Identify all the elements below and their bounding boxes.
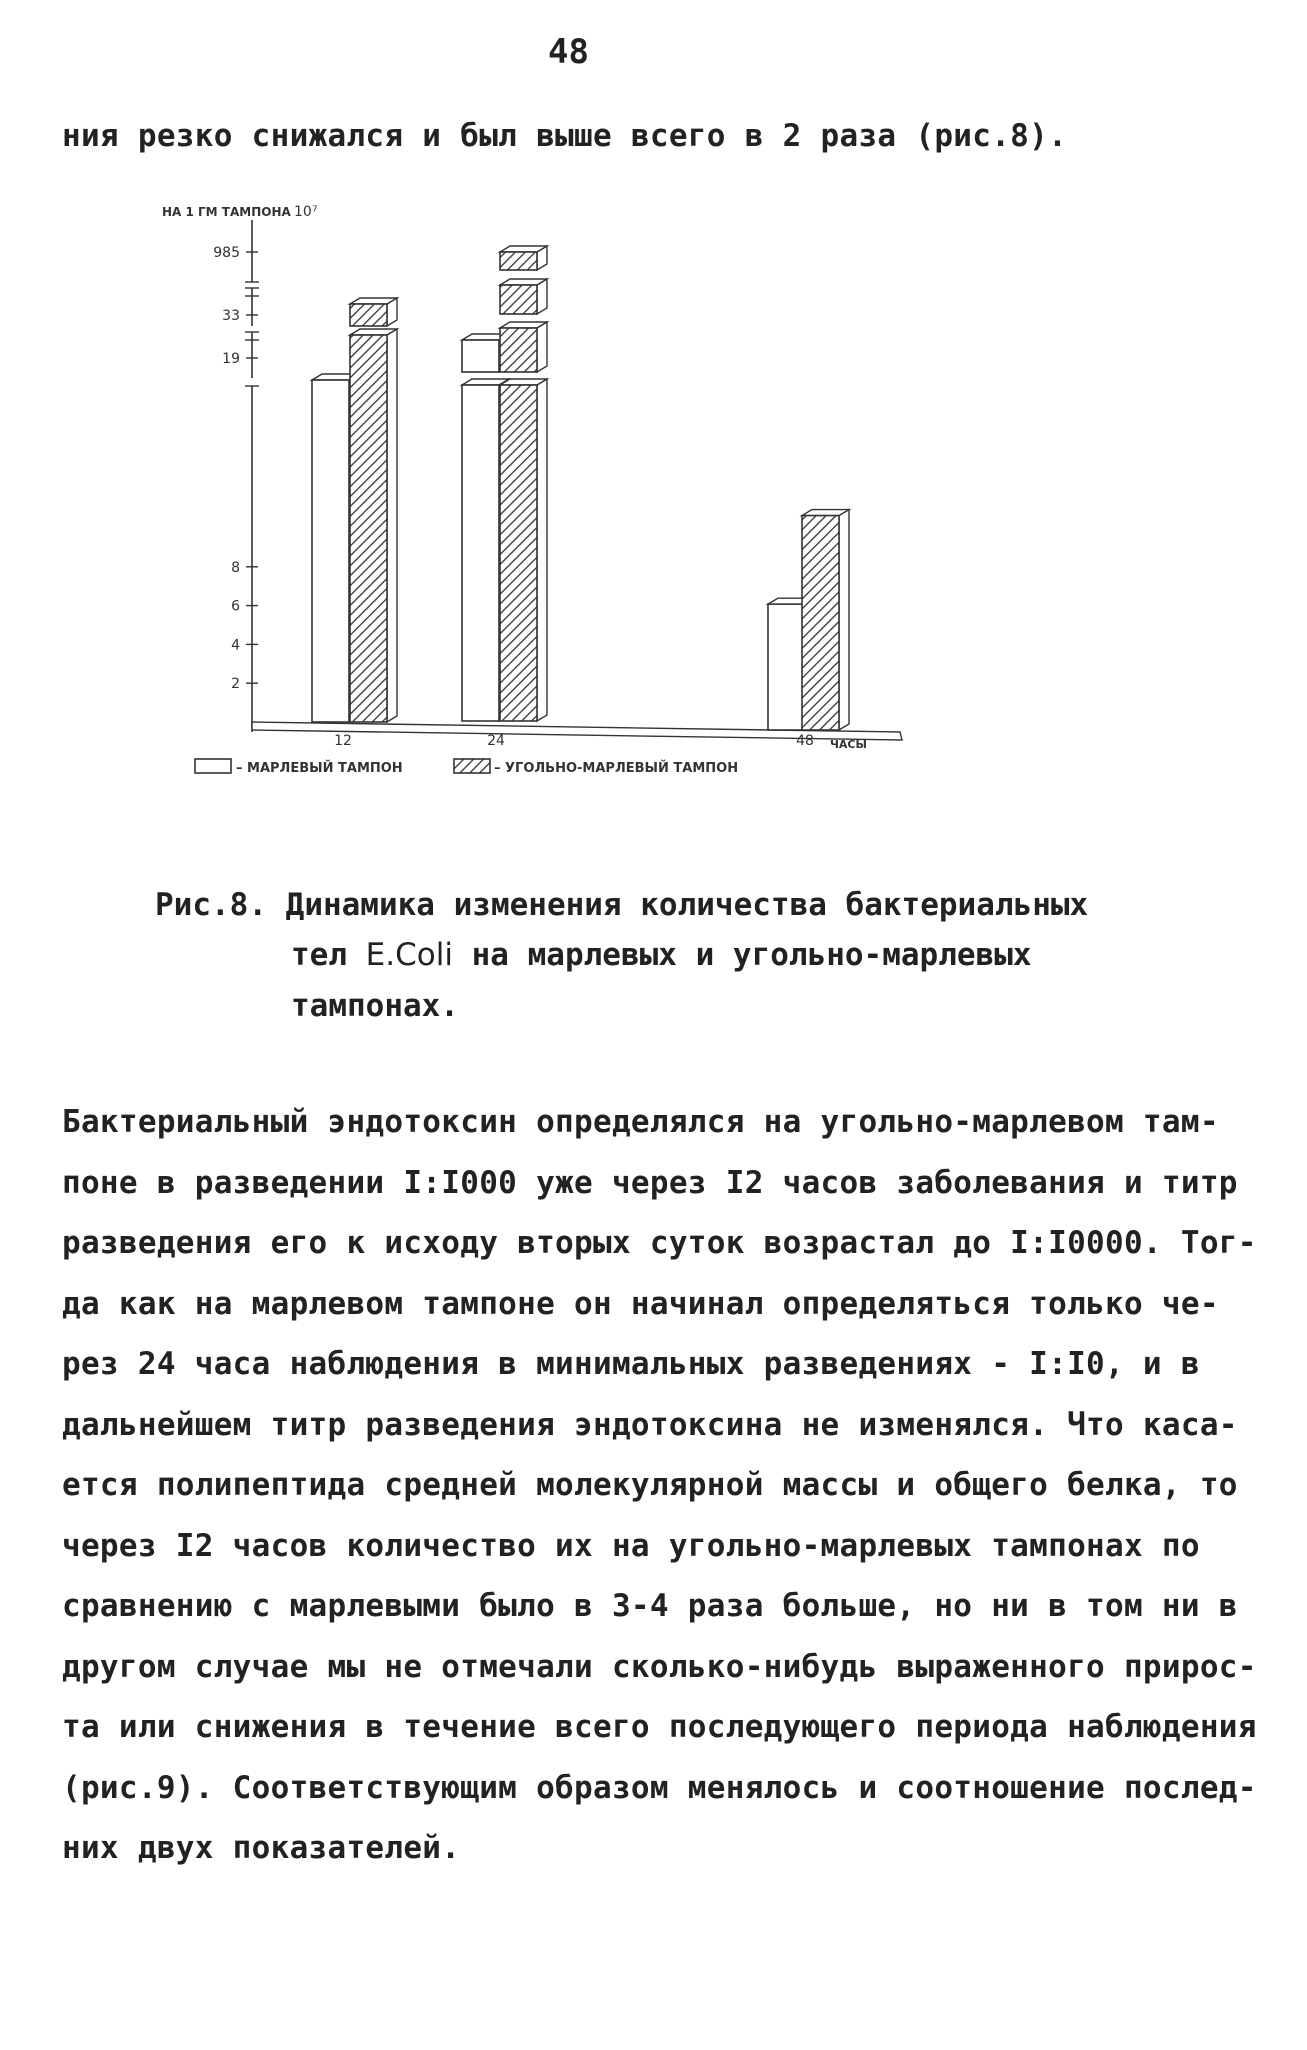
legend-swatch-plain: [195, 759, 231, 773]
bar-hatched: [802, 516, 839, 730]
y-tick-label: 19: [222, 351, 240, 367]
paragraph-line: та или снижения в течение всего последующего периода наблюдения: [62, 1709, 1257, 1745]
bar-hatched-side: [839, 510, 849, 730]
caption-label: Рис.8.: [155, 887, 267, 923]
y-tick-label: 4: [231, 637, 240, 654]
paragraph-line: через I2 часов количество их на угольно-марлевых тампонах по: [62, 1527, 1200, 1564]
x-axis-label: ЧАСЫ: [830, 738, 867, 751]
legend-label-plain: – МАРЛЕВЫЙ ТАМПОН: [236, 761, 403, 776]
y-tick-label: 6: [231, 598, 240, 615]
figure-caption: [155, 887, 1088, 923]
caption-line-3: тампонах.: [291, 988, 459, 1024]
paragraph-line: дальнейшем титр разведения эндотоксина не изменялся. Что каса-: [62, 1406, 1238, 1443]
bar-chart: [162, 204, 1140, 820]
y-tick-label: 2: [231, 676, 240, 693]
paragraph-line: рез 24 часа наблюдения в минимальных разведениях - I:I0, и в: [62, 1346, 1200, 1382]
caption-line-2-prefix: тел: [291, 937, 347, 973]
paragraph-line: сравнению с марлевыми было в 3-4 раза больше, но ни в том ни в: [62, 1588, 1238, 1624]
chart-bars: [312, 246, 849, 730]
bar-plain: [768, 604, 805, 730]
caption-line-2-suffix: на марлевых и угольно-марлевых: [471, 937, 1032, 973]
paragraph-line: поне в разведении I:I000 уже через I2 часов заболевания и титр: [62, 1164, 1238, 1201]
caption-line-2: [291, 937, 1032, 973]
bar-plain: [462, 385, 499, 721]
bar-hatched-side: [387, 329, 397, 722]
y-tick-label: 985: [213, 245, 240, 261]
bar-hatched-segment: [350, 304, 387, 326]
paragraph-line: них двух показателей.: [62, 1830, 461, 1866]
legend-label-hatched: – УГОЛЬНО-МАРЛЕВЫЙ ТАМПОН: [494, 761, 739, 776]
y-axis-power-label: 10⁷: [294, 204, 318, 220]
bar-hatched-segment-side: [537, 322, 547, 372]
bar-hatched-segment: [500, 328, 537, 372]
bar-hatched: [500, 385, 537, 721]
caption-line-1: Динамика изменения количества бактериальных: [285, 887, 1089, 923]
paragraph-line: (рис.9). Соответствующим образом менялось и соотношение послед-: [62, 1769, 1257, 1806]
bar-hatched: [350, 335, 387, 722]
y-tick-label: 8: [231, 559, 240, 576]
x-tick-label: 24: [487, 733, 505, 749]
paragraph-line: Бактериальный эндотоксин определялся на угольно-марлевом там-: [62, 1104, 1219, 1140]
paragraph-line: ется полипептида средней молекулярной массы и общего белка, то: [62, 1467, 1238, 1503]
intro-line: ния резко снижался и был выше всего в 2 раза (рис.8).: [62, 118, 1068, 154]
caption-organism: E.Coli: [365, 937, 453, 973]
bar-hatched-segment: [500, 252, 537, 270]
bar-plain: [312, 380, 349, 722]
y-tick-label: 33: [222, 308, 240, 324]
page-number: 48: [548, 32, 589, 72]
x-tick-label: 12: [334, 733, 352, 749]
bar-hatched-segment: [500, 285, 537, 314]
paragraph-line: разведения его к исходу вторых суток возрастал до I:I0000. Тог-: [62, 1225, 1257, 1261]
paragraph-line: другом случае мы не отмечали сколько-нибудь выраженного прирос-: [62, 1648, 1257, 1685]
x-tick-label: 48: [796, 733, 814, 749]
bar-plain-segment: [462, 340, 499, 372]
legend-swatch-hatched: [454, 759, 490, 773]
paragraph-line: да как на марлевом тампоне он начинал определяться только че-: [62, 1285, 1219, 1322]
y-axis-label: НА 1 ГМ ТАМПОНА: [162, 205, 291, 219]
bar-hatched-side: [537, 379, 547, 721]
